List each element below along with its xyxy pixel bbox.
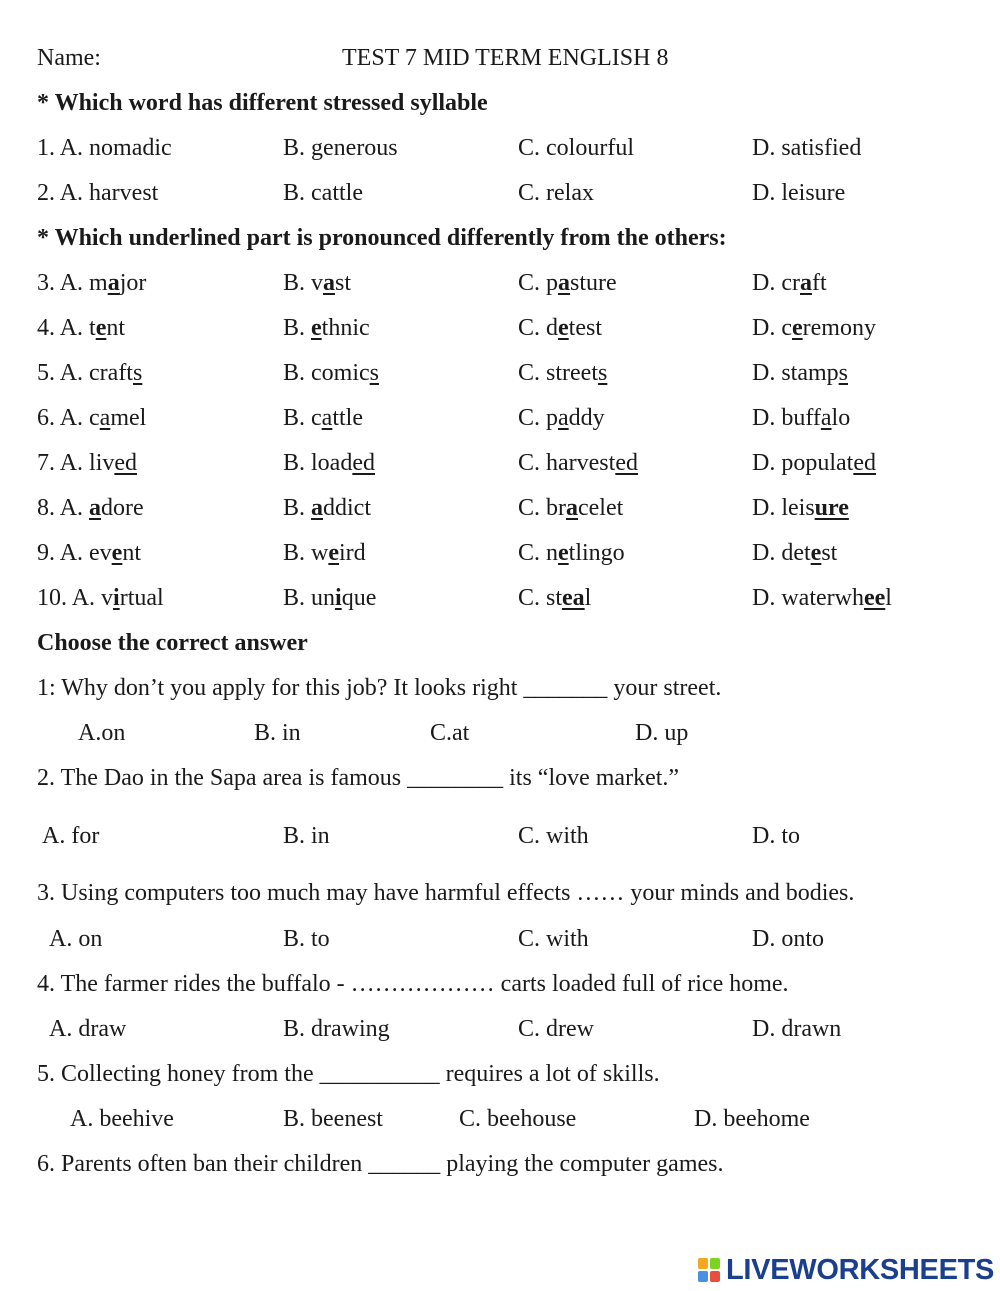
option-b: B. weird [283,540,366,566]
option-b: B. unique [283,585,377,611]
option-b[interactable]: B. drawing [283,1016,390,1042]
question-text: 3. Using computers too much may have harmful effects …… your minds and bodies. [37,880,855,906]
option-c[interactable]: C. with [518,926,589,952]
answer-row [0,820,1000,852]
option-a: 7. A. lived [37,450,138,476]
option-a[interactable]: A. draw [49,1016,127,1042]
name-label: Name: [37,45,101,71]
option-d[interactable]: D. to [752,823,800,849]
question-row [0,312,1000,344]
option-c: C. detest [518,315,602,341]
option-a[interactable]: A.on [78,720,126,746]
option-c: C. steal [518,585,592,611]
section-choose-heading: Choose the correct answer [37,630,308,656]
option-c[interactable]: C. with [518,823,589,849]
answer-row [0,717,1000,749]
section-stress-heading: * Which word has different stressed syllable [37,90,488,116]
option-d: D. detest [752,540,838,566]
option-a[interactable]: A. on [49,926,103,952]
option-d: D. buffalo [752,405,851,431]
option-c: C. colourful [518,135,634,161]
option-b[interactable]: B. in [254,720,301,746]
question-row [0,402,1000,434]
option-b: B. comics [283,360,379,386]
question-row [0,582,1000,614]
option-c[interactable]: C. beehouse [459,1106,577,1132]
question-row [0,132,1000,164]
option-a: 9. A. event [37,540,141,566]
option-a: 2. A. harvest [37,180,159,206]
liveworksheets-icon [698,1258,720,1282]
option-d: D. leisure [752,495,849,521]
option-d[interactable]: D. drawn [752,1016,842,1042]
answer-row [0,923,1000,955]
question-text: 1: Why don’t you apply for this job? It looks right _______ your street. [37,675,722,701]
option-b: B. vast [283,270,352,296]
option-d[interactable]: D. up [635,720,689,746]
option-a: 6. A. camel [37,405,147,431]
option-d[interactable]: D. beehome [694,1106,810,1132]
option-a: 4. A. tent [37,315,126,341]
option-c: C. relax [518,180,594,206]
answer-row [0,1103,1000,1135]
option-c[interactable]: C. drew [518,1016,594,1042]
option-b: B. addict [283,495,372,521]
question-text: 4. The farmer rides the buffalo - ……………… carts loaded full of rice home. [37,971,789,997]
option-a: 1. A. nomadic [37,135,172,161]
question-row [0,267,1000,299]
option-c: C. pasture [518,270,617,296]
option-b: B. cattle [283,405,363,431]
option-d: D. stamps [752,360,849,386]
option-d: D. leisure [752,180,846,206]
option-a[interactable]: A. for [42,823,100,849]
question-row [0,447,1000,479]
brand-text: LIVEWORKSHEETS [726,1253,995,1286]
question-text: 5. Collecting honey from the __________ requires a lot of skills. [37,1061,660,1087]
option-a: 10. A. virtual [37,585,164,611]
test-title: TEST 7 MID TERM ENGLISH 8 [342,45,669,71]
option-d: D. waterwheel [752,585,892,611]
question-row [0,492,1000,524]
liveworksheets-logo [698,1252,994,1288]
option-a: 5. A. crafts [37,360,143,386]
option-d: D. satisfied [752,135,862,161]
option-b[interactable]: B. to [283,926,330,952]
option-b: B. generous [283,135,398,161]
answer-row [0,1013,1000,1045]
option-a: 3. A. major [37,270,147,296]
header-row [0,42,1000,74]
question-row [0,537,1000,569]
question-text: 6. Parents often ban their children ______ playing the computer games. [37,1151,724,1177]
option-b: B. cattle [283,180,363,206]
option-c: C. harvested [518,450,638,476]
option-a[interactable]: A. beehive [70,1106,174,1132]
option-d[interactable]: D. onto [752,926,824,952]
option-d: D. ceremony [752,315,876,341]
question-row [0,357,1000,389]
section-pronunciation-heading: * Which underlined part is pronounced differently from the others: [37,225,727,251]
option-d: D. populated [752,450,876,476]
question-row [0,177,1000,209]
option-d: D. craft [752,270,827,296]
option-c: C. bracelet [518,495,624,521]
option-a: 8. A. adore [37,495,144,521]
option-c[interactable]: C.at [430,720,470,746]
option-b: B. ethnic [283,315,370,341]
question-text: 2. The Dao in the Sapa area is famous ________ its “love market.” [37,765,680,791]
option-c: C. netlingo [518,540,625,566]
option-c: C. streets [518,360,608,386]
option-b: B. loaded [283,450,375,476]
option-c: C. paddy [518,405,605,431]
option-b[interactable]: B. beenest [283,1106,383,1132]
option-b[interactable]: B. in [283,823,330,849]
